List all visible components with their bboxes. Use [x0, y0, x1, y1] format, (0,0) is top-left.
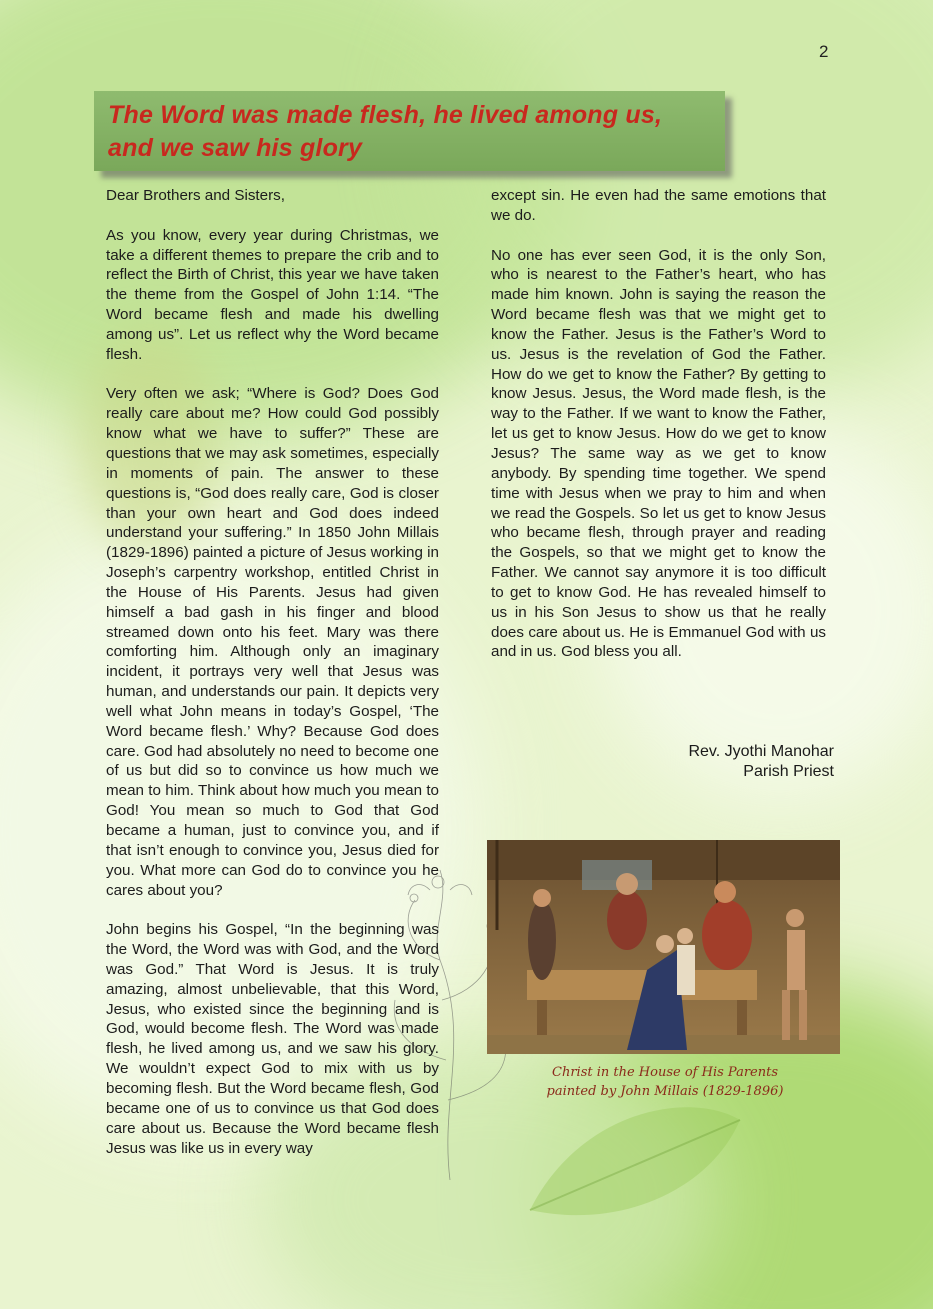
paragraph: As you know, every year during Christmas, we take a different themes to prepare the crib and to reflect the Birth of Christ, this year we have taken the theme from the Gospel of John 1:14. “The Word became flesh and made his dwelling among us”. Let us reflect why the Word became flesh.	[106, 226, 439, 363]
paragraph: No one has ever seen God, it is the only Son, who is nearest to the Father’s heart, who has made him known. John is saying the reason the Word became flesh was that we might get to know the Father. Jesus is the Father’s Word to us. Jesus is the revelation of God the Father. How do we get to know the Father? By getting to know Jesus. Jesus, the Word made flesh, is the way to the Father. If we want to know the Father, let us get to know Jesus. How do we get to know Jesus? The same way as we get to know anybody. By spending time together. We spend time with Jesus when we pray to him and when we read the Gospels. So let us get to know Jesus who became flesh, through prayer and reading the Gospels, so that we might get to know the Father. We cannot say anymore it is too difficult to get to know God. He has revealed himself to us in his Son Jesus to show us that he really does care about us. He is Emmanuel God with us and in us. God bless you all.	[491, 246, 826, 661]
title-banner	[94, 91, 725, 171]
article-left-column	[106, 186, 439, 1178]
title-line-1: The Word was made flesh, he lived among us,	[108, 101, 663, 129]
author-role: Parish Priest	[743, 763, 834, 780]
title-line-2: and we saw his glory	[108, 134, 363, 162]
article-right-column	[491, 186, 826, 682]
paragraph: John begins his Gospel, “In the beginning was the Word, the Word was with God, and the Word was God.” That Word is Jesus. It is truly amazing, almost unbelievable, that this Word, Jesus, who existed since the beginning and is God, would become flesh. The Word was made flesh, he lived among us, and we saw his glory. We wouldn’t expect God to mix with us by becoming flesh. But the Word became flesh, God became one of us to convince us that God does care about us. Because the Word became flesh Jesus was like us in every way	[106, 921, 439, 1157]
paragraph: except sin. He even had the same emotions that we do.	[491, 187, 826, 224]
paragraph: Very often we ask; “Where is God? Does God really care about me? How could God possibly know what we have to suffer?” These are questions that we may ask sometimes, especially in moments of pain. The answer to these questions is, “God does really care, God is closer than your own heart and God does indeed understand your suffering.” In 1850 John Millais (1829-1896) painted a picture of Jesus working in Joseph’s carpentry workshop, entitled Christ in the House of His Parents. Jesus had given himself a bad gash in his finger and blood streamed down onto his feet. Mary was there comforting him. Although only an imaginary incident, it portrays very well that Jesus was human, and understands our pain. It depicts very well what John means in today’s Gospel, ‘The Word became flesh.’ Why? Because God does care. God had absolutely no need to become one of us but did so to convince us how much we mean to him. Think about how much you mean to God! You mean so much to God that God became a human, just to convince you, and if that isn’t enough to convince you, Jesus died for you. What more can God do to convince you he cares about you?	[106, 385, 439, 899]
author-name: Rev. Jyothi Manohar	[688, 743, 834, 760]
signature-block	[600, 742, 834, 782]
caption-title: Christ in the House of His Parents	[552, 1065, 778, 1080]
painting-illustration	[487, 840, 840, 1054]
paragraph-greeting: Dear Brothers and Sisters,	[106, 187, 285, 204]
leaf-decoration	[520, 1090, 750, 1230]
caption-credit: painted by John Millais (1829-1896)	[546, 1084, 784, 1099]
page-number: 2	[819, 42, 829, 61]
page-title	[108, 99, 711, 165]
painting-image	[487, 840, 840, 1054]
